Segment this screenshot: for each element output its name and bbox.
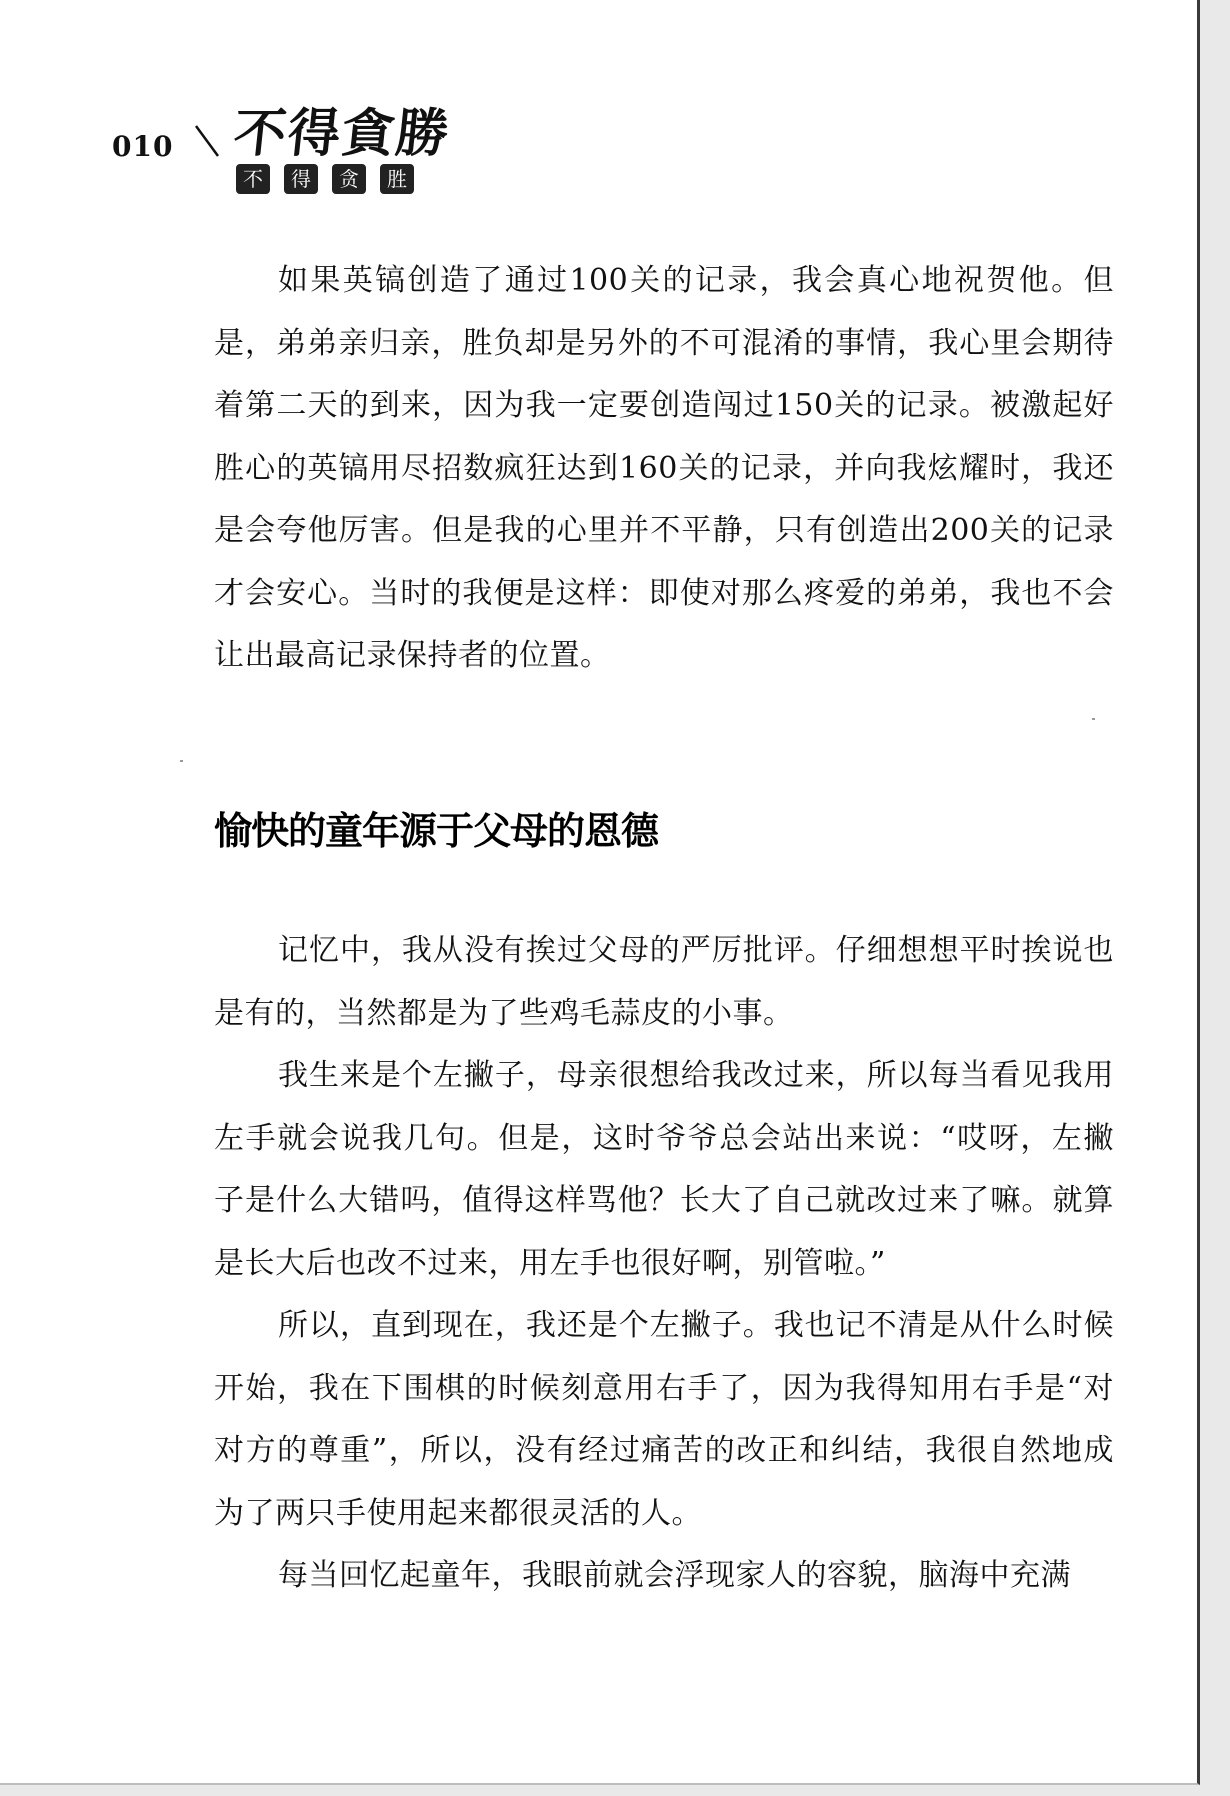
subtitle-seal-4: 胜 <box>380 164 414 194</box>
page-header <box>112 100 532 200</box>
header-divider-slash <box>192 122 222 162</box>
book-subtitle-seals <box>236 164 414 194</box>
page-number: 010 <box>112 130 174 163</box>
paragraph: 记忆中，我从没有挨过父母的严厉批评。仔细想想平时挨说也是有的，当然都是为了些鸡毛蒜皮的小事。 <box>214 933 1114 1031</box>
paragraph: 我生来是个左撇子，母亲很想给我改过来，所以每当看见我用左手就会说我几句。但是，这时爷爷总会站出来说：“哎呀，左撇子是什么大错吗，值得这样骂他？长大了自己就改过来了嘛。就算是长大后也改不过来，用左手也很好啊，别管啦。” <box>214 1058 1114 1281</box>
section1-body <box>214 250 1114 688</box>
scan-speck <box>180 760 183 762</box>
book-title-logo: 不得貪勝 <box>230 103 454 164</box>
section2-heading-wrap <box>214 800 1114 855</box>
scan-speck <box>1092 718 1095 720</box>
paragraph: 每当回忆起童年，我眼前就会浮现家人的容貌，脑海中充满 <box>278 1558 1071 1593</box>
paragraph: 所以，直到现在，我还是个左撇子。我也记不清是从什么时候开始，我在下围棋的时候刻意用右手了，因为我得知用右手是“对对方的尊重”，所以，没有经过痛苦的改正和纠结，我很自然地成为了两只手使用起来都很灵活的人。 <box>214 1308 1114 1531</box>
section2-body <box>214 920 1114 1608</box>
subtitle-seal-1: 不 <box>236 164 270 194</box>
paragraph: 如果英镐创造了通过100关的记录，我会真心地祝贺他。但是，弟弟亲归亲，胜负却是另外的不可混淆的事情，我心里会期待着第二天的到来，因为我一定要创造闯过150关的记录。被激起好胜心的英镐用尽招数疯狂达到160关的记录，并向我炫耀时，我还是会夸他厉害。但是我的心里并不平静，只有创造出200关的记录才会安心。当时的我便是这样：即使对那么疼爱的弟弟，我也不会让出最高记录保持者的位置。 <box>214 263 1114 673</box>
subtitle-seal-2: 得 <box>284 164 318 194</box>
section-title: 愉快的童年源于父母的恩德 <box>214 809 659 853</box>
subtitle-seal-3: 贪 <box>332 164 366 194</box>
